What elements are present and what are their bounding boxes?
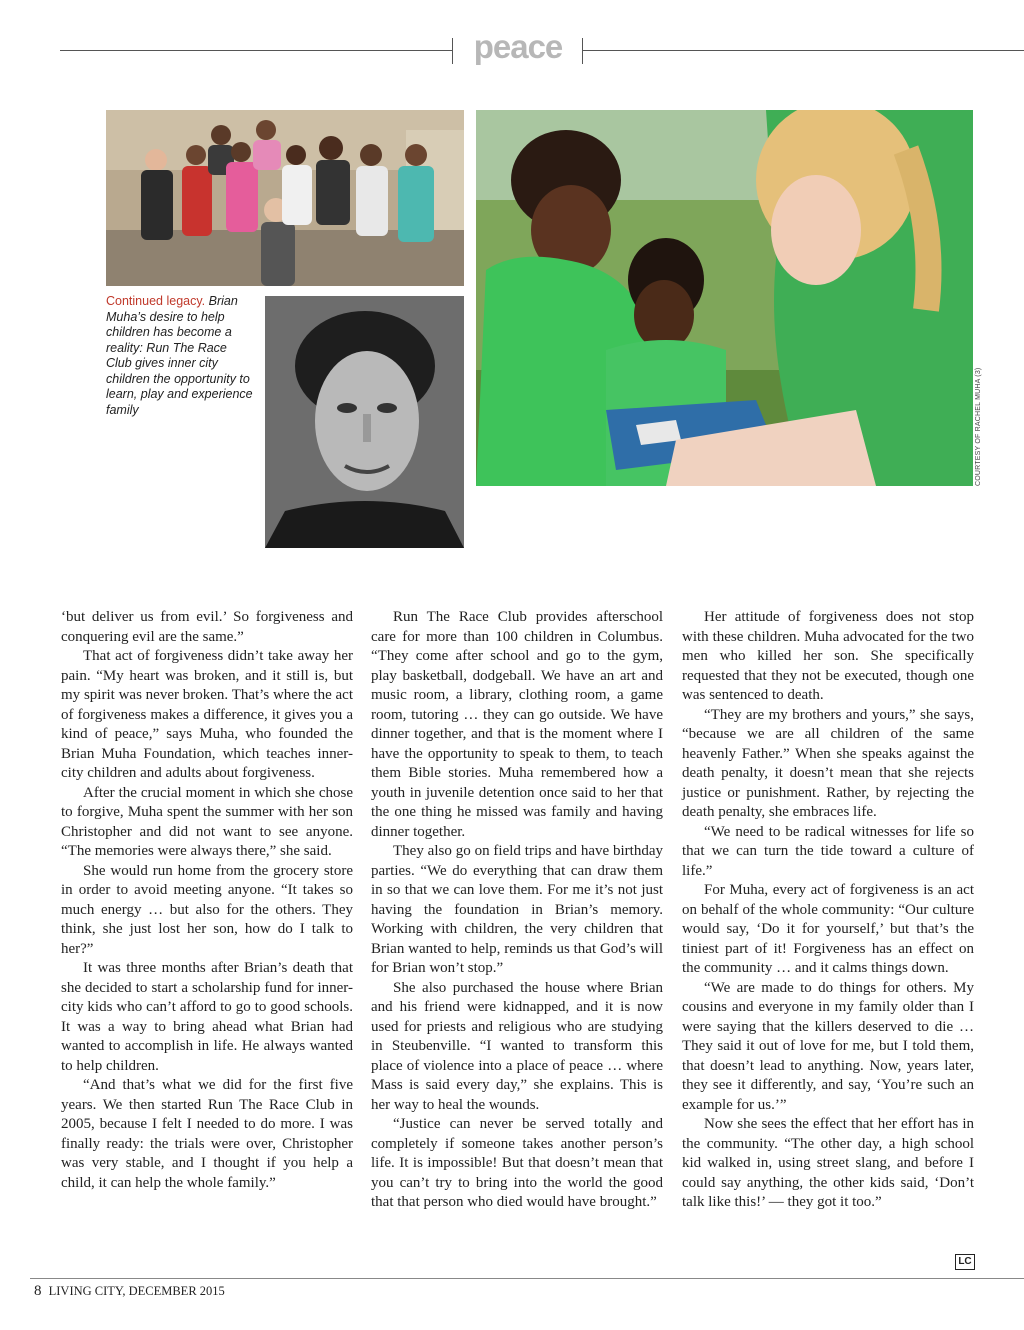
paragraph: She also purchased the house where Brian and his friend were kidnapped, and it is now used for priests and religious who are studying in Steubenville. “I wanted to transform this place of violence into a place of peace … where Mass is said every day,” she explains. This is her way to heal the wounds. <box>371 979 663 1113</box>
header-rule-left <box>60 50 452 51</box>
footer-rule <box>30 1278 1024 1279</box>
publication-line: LIVING CITY, DECEMBER 2015 <box>48 1284 225 1298</box>
paragraph: Run The Race Club provides afterschool care for more than 100 children in Columbus. “They come after school and go to the gym, play basketball, dodgeball. We have an art and music room, a library, clothing room, a game room, tutoring … they can go outside. We have dinner together, and that is the moment where I have the opportunity to speak to them, to teach them Bible stories. Muha remembered how a youth in juvenile detention once said to her that the one thing he missed was family and having dinner together. <box>371 609 663 840</box>
header-divider-right <box>582 38 583 64</box>
article-column-3 <box>682 608 974 1213</box>
paragraph: For Muha, every act of forgiveness is an act on behalf of the whole community: “Our culture would say, ‘Do it for yourself,’ but that’s the tiniest part of it! Forgiveness has an effect on the community … and it calms things down. <box>682 882 974 976</box>
header-rule-right <box>582 50 1024 51</box>
section-title: peace <box>473 28 563 65</box>
paragraph: “We are made to do things for others. My cousins and everyone in my family older than I were saying that the killers deserved to die … They said it out of love for me, but I told them, that doesn’t lead to anything. Now, years later, they see it differently, and say, ‘You’re such an example for us.’” <box>682 979 974 1113</box>
paragraph: They also go on field trips and have birthday parties. “We do everything that can draw them in so that we can love them. For me it’s not just having the foundation in Brian’s memory. Working with children, the very children that Brian wanted to help, reminds us that God’s will for Brian won’t stop.” <box>371 843 663 976</box>
end-mark-icon: LC <box>955 1254 975 1270</box>
paragraph: “They are my brothers and yours,” she says, “because we are all children of the same heavenly Father.” When she speaks against the death penalty, it doesn’t mean that she rejects justice or punishment. Rather, by rejecting the death penalty, she embraces life. <box>682 706 974 820</box>
footer <box>34 1283 225 1300</box>
paragraph: She would run home from the grocery store in order to avoid meeting anyone. “It takes so much energy … but also for the others. They think, she just lost her son, how do I talk to her?” <box>61 862 353 957</box>
article-column-2 <box>371 608 663 1213</box>
photo-credit: COURTESY OF RACHEL MUHA (3) <box>975 367 982 486</box>
paragraph: ‘but deliver us from evil.’ So forgiveness and conquering evil are the same.” <box>61 609 353 645</box>
caption-body: Brian Muha’s desire to help children has become a reality: Run The Race Club gives inner city children the opportunity to learn, play and experience family <box>106 294 253 417</box>
paragraph: It was three months after Brian’s death that she decided to start a scholarship fund for inner-city kids who can’t afford to go to good schools. It was a way to bring ahead what Brian had wanted to accomplish in life. He always wanted to help children. <box>61 960 353 1074</box>
paragraph: Now she sees the effect that her effort has in the community. “The other day, a high school kid walked in, using street slang, and before I could say anything, the other kids said, ‘Don’t talk like this!’ — they got it too.” <box>682 1116 974 1210</box>
article-column-1 <box>61 608 353 1193</box>
portrait-photo <box>265 296 464 548</box>
paragraph: After the crucial moment in which she chose to forgive, Muha spent the summer with her son Christopher and did not want to see anyone. “The memories were always there,” she said. <box>61 784 353 859</box>
photo-caption <box>106 294 256 418</box>
header-divider-left <box>452 38 453 64</box>
group-photo <box>106 110 464 286</box>
puzzle-photo <box>476 110 973 486</box>
paragraph: That act of forgiveness didn’t take away her pain. “My heart was broken, and it still is, but my spirit was never broken. That’s where the act of forgiveness makes a difference, it gives you a kind of peace,” says Muha, who founded the Brian Muha Foundation, which teaches inner-city children and adults about forgiveness. <box>61 648 353 781</box>
paragraph: “We need to be radical witnesses for life so that we can turn the tide toward a culture of life.” <box>682 823 974 879</box>
caption-lead: Continued legacy. <box>106 294 206 308</box>
paragraph: “Justice can never be served totally and completely if someone takes another person’s life. It is impossible! But that doesn’t mean that you can’t try to bring into the world the good that that person who died would have brought.” <box>371 1116 663 1210</box>
paragraph: Her attitude of forgiveness does not stop with these children. Muha advocated for the two men who killed her son. She specifically requested that they not be executed, though one was sentenced to death. <box>682 609 974 703</box>
paragraph: “And that’s what we did for the first five years. We then started Run The Race Club in 2005, because I felt I needed to do more. I was finally ready: the trials were over, Christopher was very stable, and I thought if you help a child, it can help the whole family.” <box>61 1077 353 1191</box>
page-number: 8 <box>34 1283 42 1299</box>
